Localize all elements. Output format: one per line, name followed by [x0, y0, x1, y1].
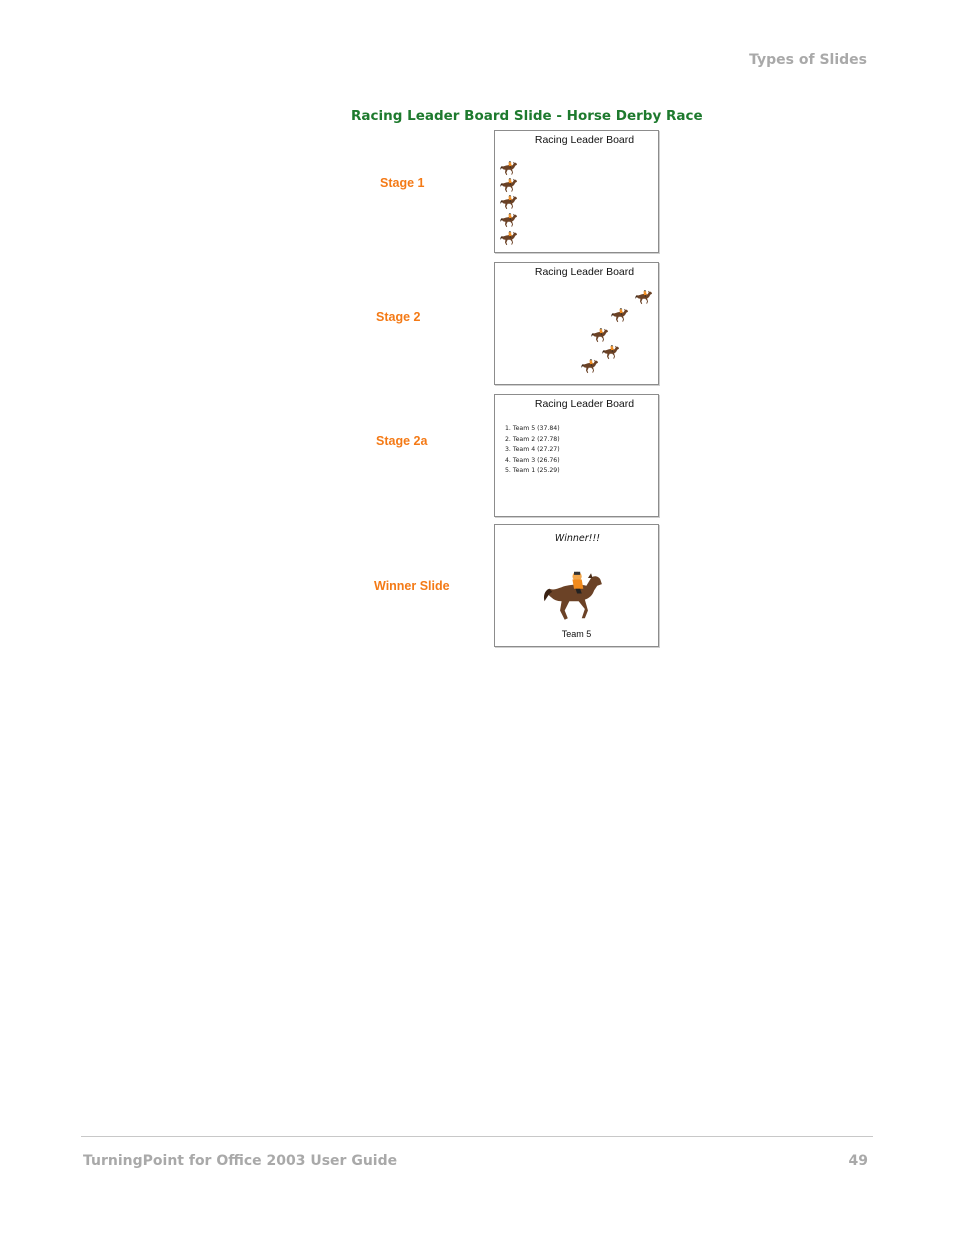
- racehorse-jockey-icon: [500, 160, 518, 176]
- winner-slide-label: Winner Slide: [374, 579, 450, 593]
- stage-1-label: Stage 1: [380, 176, 425, 190]
- list-item: 4. Team 3 (26.76): [505, 456, 560, 464]
- racehorse-jockey-icon: [500, 194, 518, 210]
- footer-divider: [81, 1136, 873, 1137]
- racehorse-jockey-icon: [602, 344, 620, 360]
- racehorse-jockey-icon: [500, 230, 518, 246]
- figure-title: Racing Leader Board Slide - Horse Derby Race: [351, 108, 703, 124]
- page-number: 49: [848, 1153, 868, 1169]
- stage-2a-label: Stage 2a: [376, 434, 428, 448]
- stage-2-slide: [494, 262, 659, 385]
- racehorse-jockey-icon: [591, 327, 609, 343]
- racehorse-jockey-icon: [500, 212, 518, 228]
- stage-2-label: Stage 2: [376, 310, 421, 324]
- rankings-list: [505, 424, 560, 477]
- racehorse-jockey-icon: [500, 177, 518, 193]
- racehorse-jockey-icon: [581, 358, 599, 374]
- stage-2a-slide: [494, 394, 659, 517]
- racehorse-jockey-icon: [611, 307, 629, 323]
- list-item: 2. Team 2 (27.78): [505, 435, 560, 443]
- stage-1-slide: [494, 130, 659, 253]
- list-item: 5. Team 1 (25.29): [505, 467, 560, 475]
- list-item: 3. Team 4 (27.27): [505, 446, 560, 454]
- footer-guide-title: TurningPoint for Office 2003 User Guide: [83, 1153, 398, 1169]
- slide-title: Racing Leader Board: [534, 266, 635, 278]
- slide-title: Racing Leader Board: [534, 134, 635, 146]
- winner-team: Team 5: [561, 629, 592, 639]
- section-header: Types of Slides: [749, 52, 867, 68]
- list-item: 1. Team 5 (37.84): [505, 425, 560, 432]
- winner-title: Winner!!!: [554, 533, 601, 544]
- racehorse-jockey-icon: [543, 567, 605, 623]
- racehorse-jockey-icon: [635, 289, 653, 305]
- slide-title: Racing Leader Board: [534, 398, 635, 410]
- winner-slide: [494, 524, 659, 647]
